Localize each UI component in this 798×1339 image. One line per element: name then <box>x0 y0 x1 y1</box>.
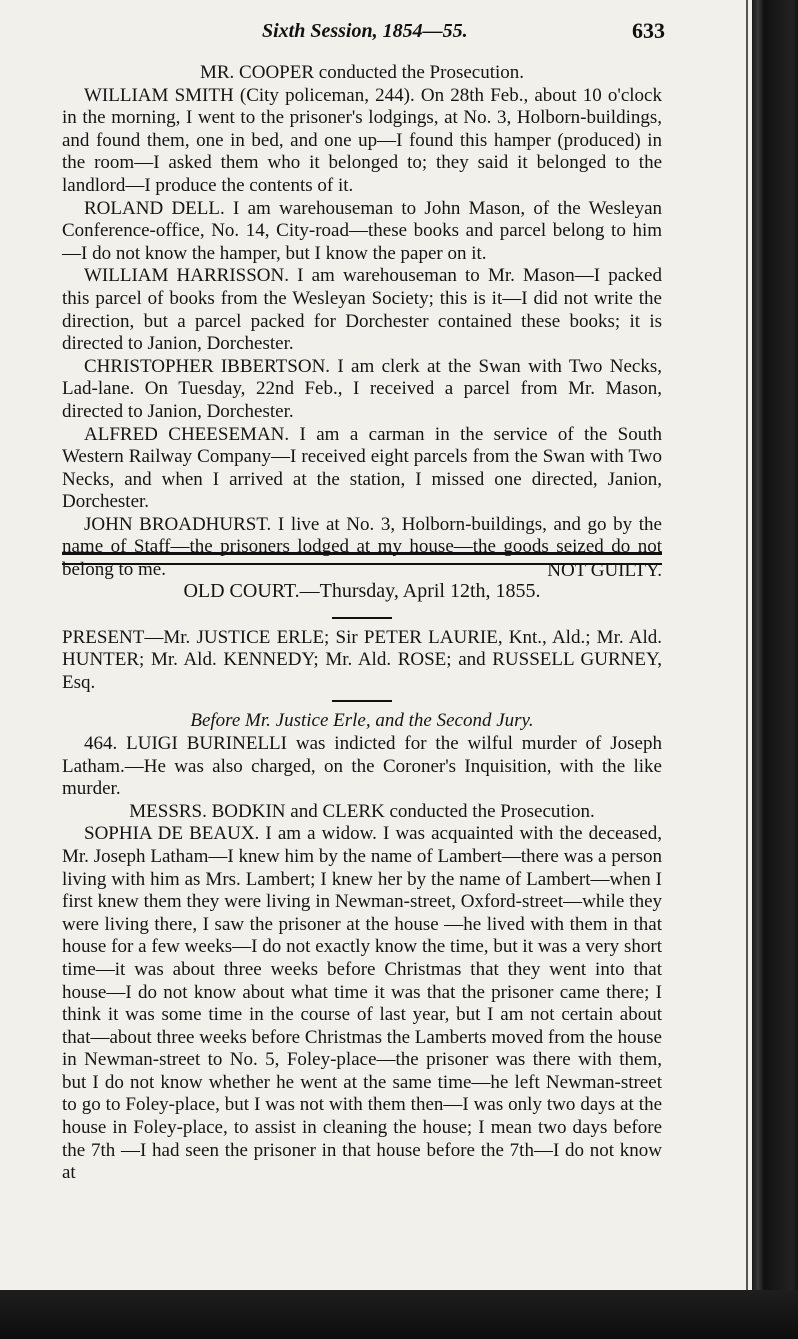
case1-block <box>62 62 662 582</box>
testimony-paragraph: ALFRED CHEESEMAN. I am a carman in the service of the South Western Railway Company—I received eight parcels from the Swan with Two Necks, and when I arrived at the station, I missed one directed, Janion, Dorchester. <box>62 423 662 513</box>
court-heading: OLD COURT.—Thursday, April 12th, 1855. <box>183 580 541 602</box>
running-title: Sixth Session, 1854—55. <box>262 20 468 42</box>
testimony-paragraph: ROLAND DELL. I am warehouseman to John Mason, of the Wesleyan Conference-office, No. 14, City-road—these books and parcel belong to him —I do not know the hamper, but I know the paper on it. <box>62 197 662 264</box>
before-line: Before Mr. Justice Erle, and the Second Jury. <box>190 710 534 732</box>
short-rule <box>332 700 392 702</box>
section-divider <box>62 552 662 565</box>
testimony-paragraph: SOPHIA DE BEAUX. I am a widow. I was acquainted with the deceased, Mr. Joseph Latham—I knew him by the name of Lambert—there was a person living with him as Mrs. Lambert; I knew her by the name of Lambert—when I first knew them they were living in Newman-street, Oxford-street—while they were living there, I saw the prisoner at the house —he lived with them in that house for a few weeks—I do not exactly know the time, but it was a very short time—it was about three weeks before Christmas that they went into that house—I do not know about what time it was that the prisoner came there; I think it was some time in the course of last year, but I am not certain about that—about three weeks before Christmas the Lamberts moved from the house in Newman-street to No. 5, Foley-place—the prisoner was there with them, but I do not know whether he went at the same time—he left Newman-street to go to Foley-place, but I was not with them then—I was only two days at the house in Foley-place, to assist in cleaning the house; I mean two days before the 7th —I had seen the prisoner in that house before the 7th—I do not know at <box>62 823 662 1184</box>
indictment: 464. LUIGI BURINELLI was indicted for the wilful murder of Joseph Latham.—He was also charged, on the Coroner's Inquisition, with the like murder. <box>62 732 662 800</box>
case2-prosecution: MESSRS. BODKIN and CLERK conducted the Prosecution. <box>129 800 595 822</box>
page-number: 633 <box>632 18 665 43</box>
page-header <box>0 16 752 48</box>
verdict: NOT GUILTY. <box>547 559 662 581</box>
scan-border <box>0 1290 798 1339</box>
case1-prosecution: MR. COOPER conducted the Prosecution. <box>199 62 525 83</box>
testimony-paragraph: WILLIAM SMITH (City policeman, 244). On 28th Feb., about 10 o'clock in the morning, I went to the prisoner's lodgings, at No. 3, Holborn-buildings, and found them, one in bed, and one up—I found this hamper (produced) in the room—I asked them who it belonged to; they said it belonged to the landlord—I produce the contents of it. <box>62 84 662 196</box>
binding-gutter <box>752 0 798 1339</box>
testimony-paragraph: JOHN BROADHURST. I live at No. 3, Holborn-buildings, and go by the name of Staff—the prisoners lodged at my house—the goods seized do not belong to me. <box>62 513 662 581</box>
court-block <box>62 580 662 1185</box>
testimony-paragraph: CHRISTOPHER IBBERTSON. I am clerk at the Swan with Two Necks, Lad-lane. On Tuesday, 22nd Feb., I received a parcel from Mr. Mason, directed to Janion, Dorchester. <box>62 355 662 422</box>
testimony-paragraph: WILLIAM HARRISSON. I am warehouseman to Mr. Mason—I packed this parcel of books from the Wesleyan Society; this is it—I did not write the direction, but a parcel packed for Dorchester contained these books; it is directed to Janion, Dorchester. <box>62 265 662 355</box>
short-rule <box>332 617 392 619</box>
present-line: PRESENT—Mr. JUSTICE ERLE; Sir PETER LAURIE, Knt., Ald.; Mr. Ald. HUNTER; Mr. Ald. KENNEDY; Mr. Ald. ROSE; and RUSSELL GURNEY, Esq. <box>62 626 662 693</box>
page-spine <box>746 0 748 1290</box>
